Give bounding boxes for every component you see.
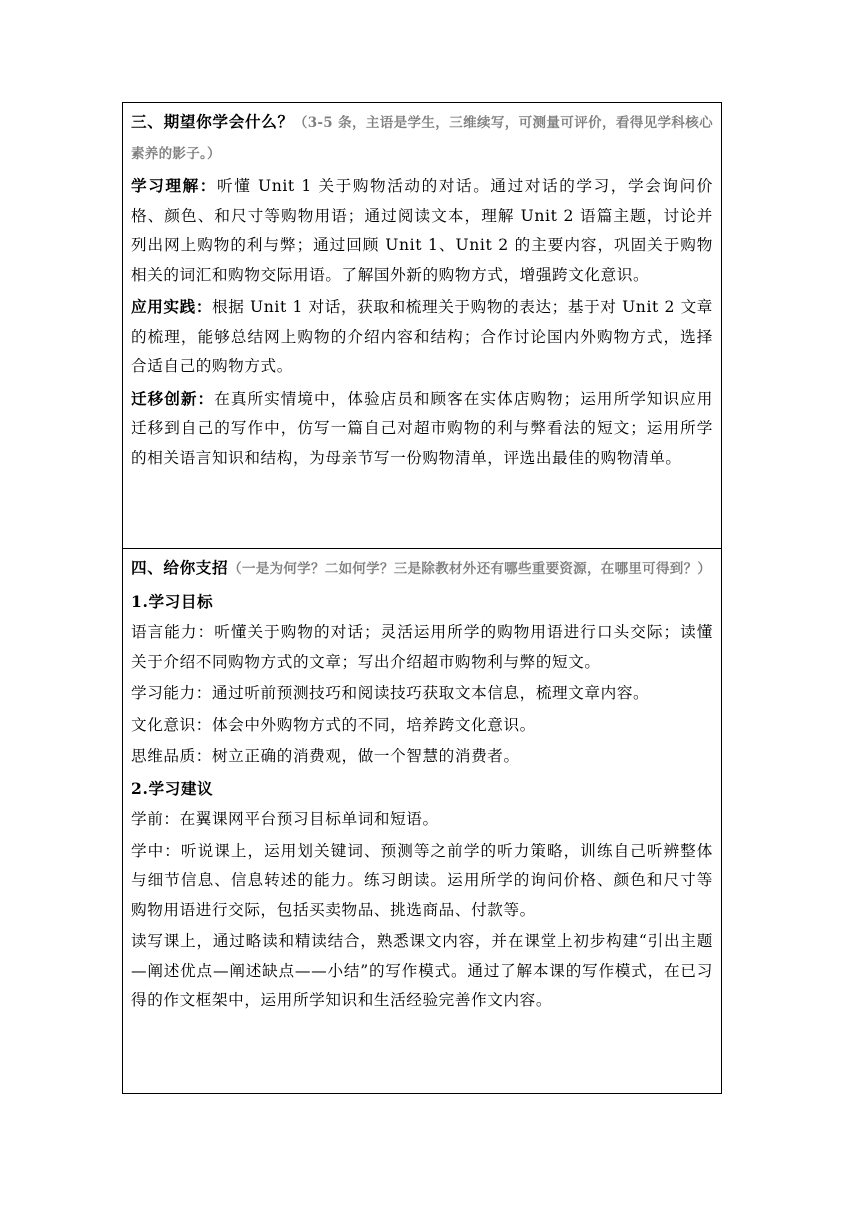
learning-goals-title: 1.学习目标 — [131, 591, 214, 611]
section4-hint: （一是为何学？二如何学？三是除教材外还有哪些重要资源，在哪里可得到？） — [228, 561, 712, 577]
advice-reading-writing: 读写课上，通过略读和精读结合，熟悉课文内容，并在课堂上初步构建“引出主题—阐述优点—阐述缺点——小结”的写作模式。通过了解本课的写作模式，在已习得的作文框架中，运用所学知识和生活经验完善作文内容。 — [131, 932, 713, 1009]
outcome-understanding — [131, 171, 713, 290]
goal-language: 语言能力：听懂关于购物的对话；灵活运用所学的购物用语进行口头交际；读懂关于介绍不同购物方式的文章；写出介绍超市购物利与弊的短文。 — [131, 623, 713, 671]
outcome-practice — [131, 292, 713, 382]
lesson-plan-table — [122, 102, 722, 1094]
outcome-label: 应用实践： — [131, 297, 213, 316]
section4-header — [131, 553, 713, 585]
outcome-text: 根据 Unit 1 对话，获取和梳理关于购物的表达；基于对 Unit 2 文章的梳理，能够总结网上购物的介绍内容和结构；合作讨论国内外购物方式，选择合适自己的购物方式。 — [131, 298, 713, 375]
section-expected-outcomes — [123, 103, 721, 548]
goal-learning: 学习能力：通过听前预测技巧和阅读技巧获取文本信息，梳理文章内容。 — [131, 684, 650, 702]
outcome-text: 听懂 Unit 1 关于购物活动的对话。通过对话的学习，学会询问价格、颜色、和尺寸等购物用语；通过阅读文本，理解 Unit 2 语篇主题，讨论并列出网上购物的利与弊；通过回顾 Unit 1、Unit 2 的主要内容，巩固关于购物相关的词汇和购物交际用语。了解国外新的购物方式，增强跨文化意识。 — [131, 177, 713, 284]
outcome-innovation — [131, 384, 713, 474]
outcome-label: 迁移创新： — [131, 388, 215, 408]
outcome-label: 学习理解： — [131, 176, 217, 195]
outcome-text: 在真所实情境中，体验店员和顾客在实体店购物；运用所学知识应用迁移到自己的写作中，仿写一篇自己对超市购物的利与弊看法的短文；运用所学的相关语言知识和结构，为母亲节写一份购物清单，评选出最佳的购物清单。 — [131, 389, 713, 467]
section-tips — [123, 548, 721, 1093]
goal-thinking: 思维品质：树立正确的消费观，做一个智慧的消费者。 — [131, 747, 520, 765]
goal-culture: 文化意识：体会中外购物方式的不同，培养跨文化意识。 — [131, 715, 536, 734]
learning-advice-title: 2.学习建议 — [131, 778, 214, 798]
section3-hint: （3-5 条，主语是学生，三维续写，可测量可评价，看得见学科核心素养的影子。） — [131, 115, 713, 162]
advice-during-class: 学中：听说课上，运用划关键词、预测等之前学的听力策略，训练自己听辨整体与细节信息、信息转述的能力。练习朗读。运用所学的询问价格、颜色和尺寸等购物用语进行交际，包括买卖物品、挑选商品、付款等。 — [131, 841, 713, 919]
section3-heading: 三、期望你学会什么？ — [131, 112, 294, 131]
section3-header — [131, 107, 713, 169]
advice-before-class: 学前：在翼课网平台预习目标单词和短语。 — [131, 810, 439, 828]
section4-heading: 四、给你支招 — [131, 558, 229, 577]
